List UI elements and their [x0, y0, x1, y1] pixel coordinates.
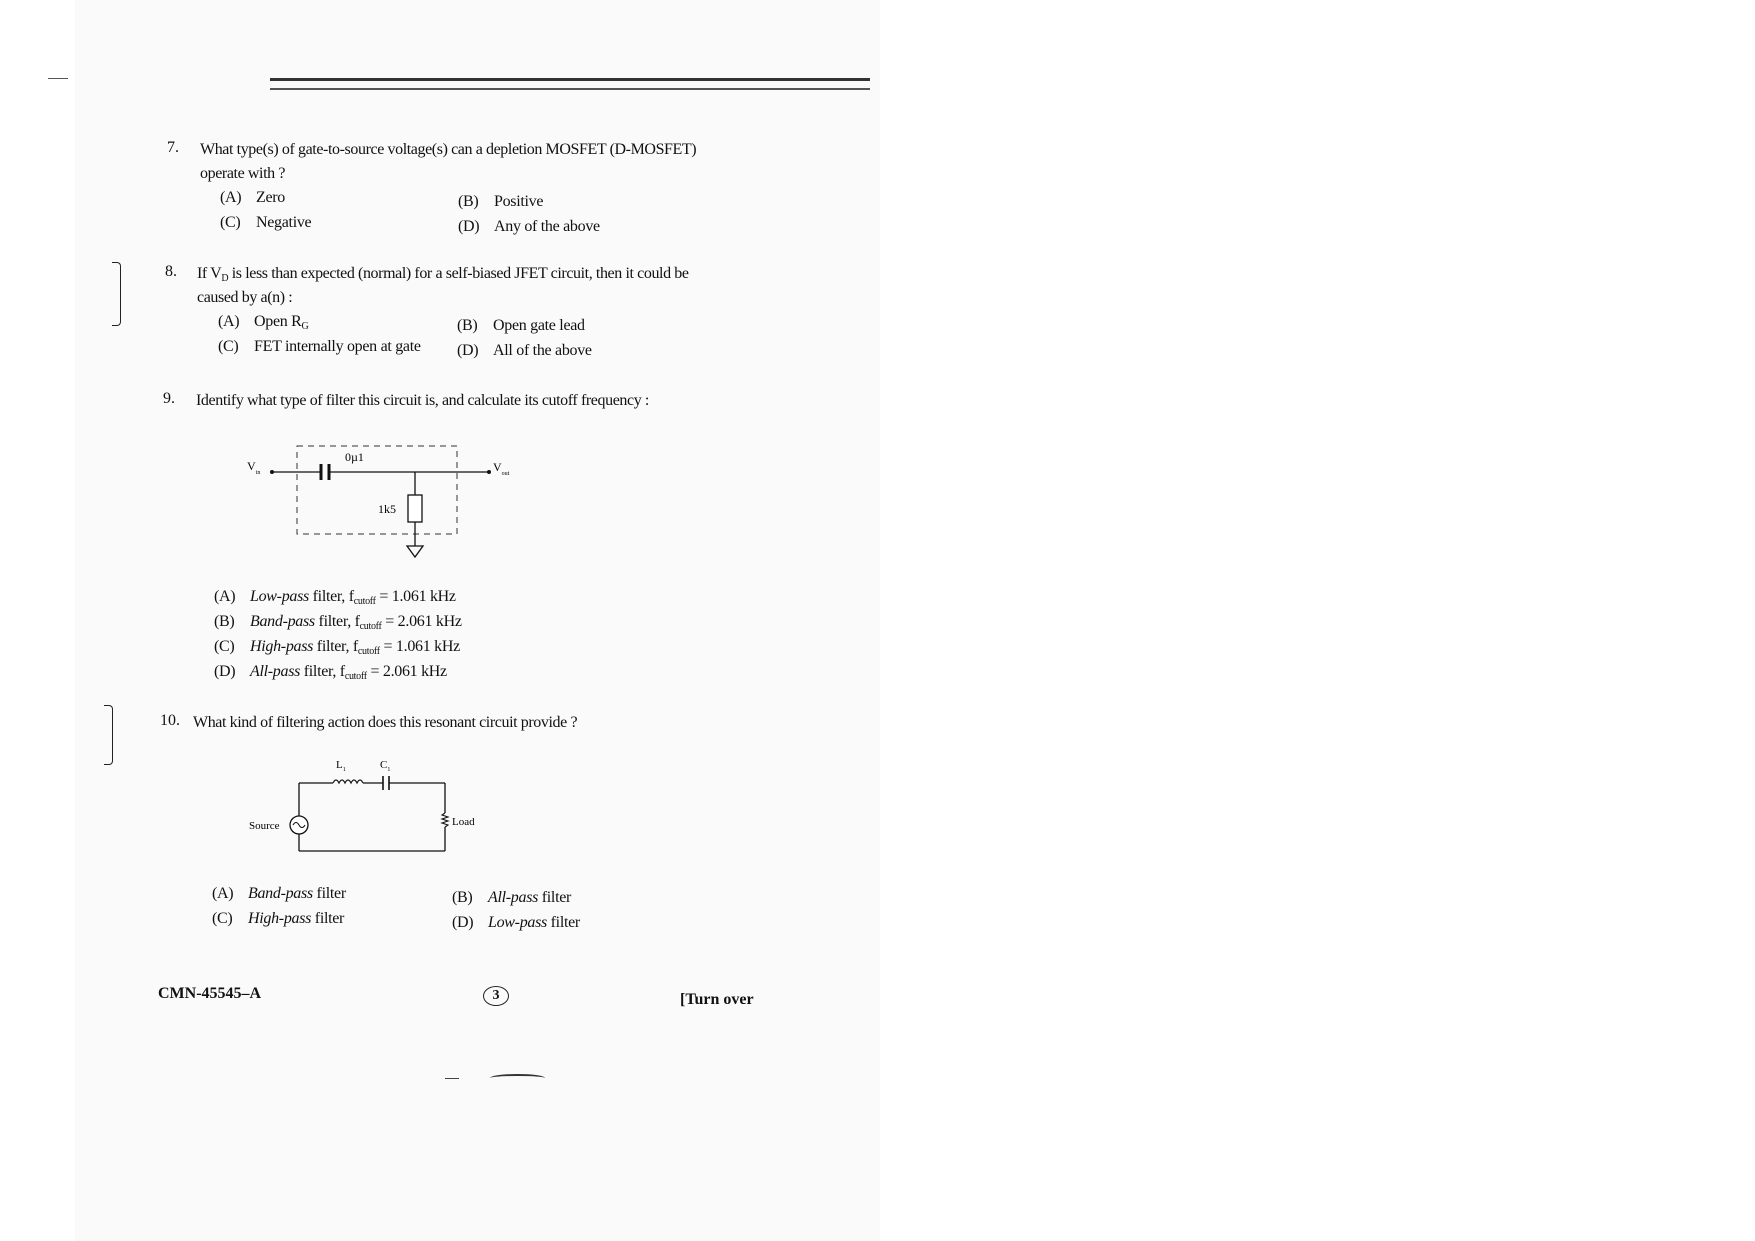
option-text: filter: [312, 885, 346, 902]
text-part: If V: [197, 265, 222, 282]
option-c: [218, 338, 421, 356]
option-text: Negative: [256, 214, 312, 231]
option-c: [212, 910, 344, 928]
resistor: [408, 495, 422, 522]
option-text: filter, f: [314, 613, 360, 630]
option-b: [452, 889, 571, 907]
option-label: (D): [458, 218, 480, 235]
option-label: (A): [214, 588, 236, 605]
load-resistor: [442, 813, 448, 827]
subscript: D: [221, 273, 229, 284]
frequency-value: = 2.061 kHz: [381, 613, 462, 630]
filter-type: All-pass: [250, 663, 301, 680]
question-text-line2: operate with ?: [200, 165, 286, 182]
question-number: 9.: [163, 390, 175, 407]
option-label: (B): [457, 317, 478, 334]
option-text: filter: [538, 889, 572, 906]
option-a: [218, 313, 308, 332]
option-text: Open gate lead: [493, 317, 585, 334]
option-text: Open R: [254, 313, 302, 330]
option-label: (D): [452, 914, 474, 931]
frequency-value: = 2.061 kHz: [366, 663, 447, 680]
scan-mark: [445, 1078, 459, 1079]
question-number: 7.: [167, 139, 179, 156]
option-b: [458, 193, 543, 211]
subscript: cutoff: [353, 596, 376, 607]
question-text: What type(s) of gate-to-source voltage(s) can a depletion MOSFET (D-MOSFET): [200, 141, 697, 158]
option-label: (D): [457, 342, 479, 359]
subscript: cutoff: [357, 646, 380, 657]
frequency-value: = 1.061 kHz: [375, 588, 456, 605]
option-b: [214, 613, 462, 632]
capacitor-value: 0µ1: [345, 450, 364, 464]
option-d: [214, 663, 447, 682]
option-label: (B): [452, 889, 473, 906]
question-text-line2: caused by a(n) :: [197, 289, 293, 306]
option-a: [220, 189, 285, 207]
option-text: filter, f: [308, 588, 354, 605]
option-c: [214, 638, 460, 657]
scanned-page: [75, 0, 880, 1241]
load-label: Load: [452, 816, 475, 828]
output-terminal: [487, 470, 491, 474]
option-text: filter: [546, 914, 580, 931]
option-text: filter, f: [313, 638, 358, 655]
option-text: Any of the above: [494, 218, 600, 235]
option-d: [458, 218, 600, 236]
option-a: [212, 885, 346, 903]
question-text: [197, 263, 689, 290]
margin-bracket: [104, 705, 113, 765]
filter-type: Low-pass: [488, 914, 547, 931]
option-label: (C): [218, 338, 239, 355]
paper-code: CMN-45545–A: [158, 985, 262, 1002]
option-text: Positive: [494, 193, 544, 210]
vout-label: $V_{out}$: [493, 460, 510, 477]
option-text: FET internally open at gate: [254, 338, 421, 355]
option-label: (C): [214, 638, 235, 655]
option-label: (B): [458, 193, 479, 210]
option-text: filter, f: [300, 663, 345, 680]
header-rule-lower: [270, 88, 870, 90]
option-label: (C): [220, 214, 241, 231]
subscript: cutoff: [359, 621, 382, 632]
frequency-value: = 1.061 kHz: [379, 638, 460, 655]
option-label: (B): [214, 613, 235, 630]
inductor: [333, 780, 363, 783]
option-label: (A): [220, 189, 242, 206]
source-label: Source: [249, 820, 280, 832]
subscript: G: [301, 321, 309, 332]
text-part: is less than expected (normal) for a self-biased JFET circuit, then it could be: [228, 265, 689, 282]
question-number: 8.: [165, 263, 177, 280]
filter-type: High-pass: [248, 910, 312, 927]
dashed-boundary: [297, 446, 457, 534]
option-label: (D): [214, 663, 236, 680]
option-text: All of the above: [493, 342, 592, 359]
question-text: What kind of filtering action does this resonant circuit provide ?: [193, 714, 578, 731]
option-text: Zero: [256, 189, 286, 206]
filter-type: Band-pass: [250, 613, 315, 630]
resistor-value: 1k5: [378, 502, 396, 516]
option-label: (A): [218, 313, 240, 330]
option-b: [457, 317, 585, 335]
option-label: (A): [212, 885, 234, 902]
scan-mark: [490, 1074, 545, 1082]
ground-symbol: [407, 546, 423, 557]
option-c: [220, 214, 311, 232]
filter-type: Band-pass: [248, 885, 313, 902]
option-label: (C): [212, 910, 233, 927]
question-text: Identify what type of filter this circuit is, and calculate its cutoff frequency :: [196, 392, 649, 409]
filter-type: Low-pass: [250, 588, 309, 605]
margin-bracket: [112, 262, 121, 326]
option-a: [214, 588, 456, 607]
header-rule: [270, 78, 870, 81]
resonant-circuit: [240, 755, 490, 855]
option-text: filter: [311, 910, 345, 927]
rc-filter-circuit: [235, 440, 525, 565]
option-d: [452, 914, 580, 932]
capacitor-label: $C_1$: [380, 759, 391, 773]
vin-label: $V_{in}$: [247, 459, 261, 476]
question-number: 10.: [160, 712, 180, 729]
subscript: cutoff: [344, 671, 367, 682]
page-number: 3: [483, 986, 509, 1006]
turn-over-note: [Turn over: [680, 991, 754, 1008]
option-d: [457, 342, 592, 360]
filter-type: All-pass: [488, 889, 539, 906]
filter-type: High-pass: [250, 638, 314, 655]
scan-mark: [48, 78, 68, 79]
inductor-label: $L_1$: [336, 759, 346, 773]
